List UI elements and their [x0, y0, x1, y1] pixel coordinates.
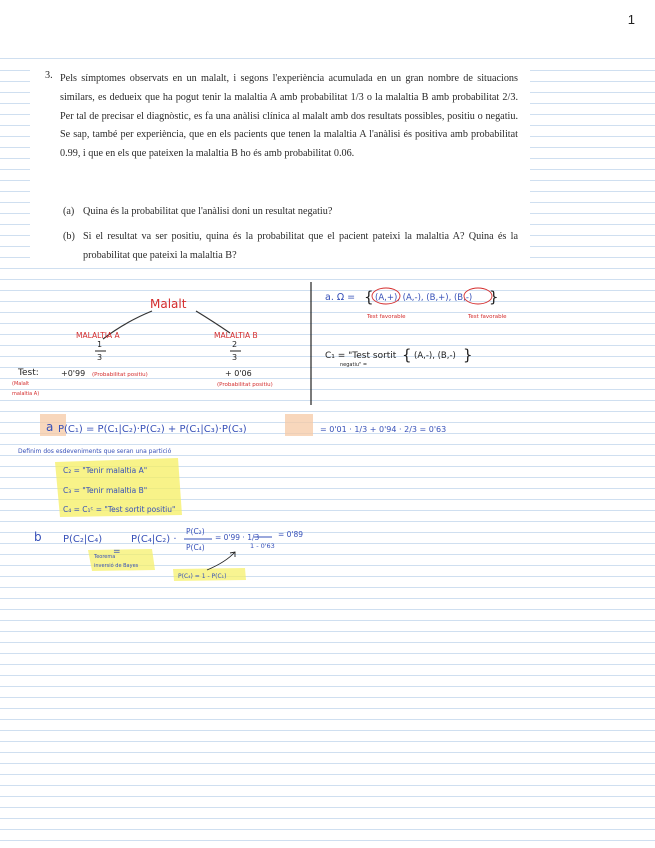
tree-root: Malalt	[150, 297, 187, 311]
part-b-arrow: =	[113, 547, 121, 557]
sample-note-right: Test favorable	[468, 314, 507, 320]
left-test-value: +0'99	[61, 369, 86, 378]
tree-left-label: MALALTIA A	[76, 331, 120, 340]
sample-space-elements: (A,+), (A,-), (B,+), (B,-)	[375, 293, 473, 303]
event-c1-set: (A,-), (B,-)	[414, 351, 456, 361]
problem-statement: 3. Pels símptomes observats en un malalt, i segons l'experiència acumulada en un gran nombre de situacions similars, es dedueix que ha pogut tenir la malaltia A amb probabilitat 1/3 o la malaltia B amb probabilitat 2/3. Per tal de precisar el diagnòstic, es fa una anàlisi clínica al malalt amb dos resultats possibles, positiu o negatiu. Se sap, també per experiència, que en els pacients que tenen la malaltia A l'anàlisi és positiva amb probabilitat 0.99, i que en els que pateixen la malaltia B ho és amb probabilitat 0.06. (a) Quina és la probabilitat que l'anàlisi doni un resultat negatiu? (b) Si el resultat va ser positiu, quina és la probabilitat que el pacient pateixi la malaltia A? Quina és la probabilitat que pateixi la malaltia B?	[30, 70, 530, 265]
bayes-note-1: Teorema	[94, 554, 116, 560]
event-c1-label: C₁ = "Test sortit	[325, 351, 397, 361]
part-b-value-den: 1 - 0'63	[250, 542, 275, 550]
test-note-2: malaltia A)	[12, 391, 40, 397]
part-a-calc: = 0'01 · 1/3 + 0'94 · 2/3 = 0'63	[320, 425, 447, 434]
tree-left-num: 1	[97, 340, 103, 349]
complement-arrow	[207, 552, 235, 570]
part-a-marker: a	[46, 420, 54, 434]
part-b-frac-den: P(C₄)	[186, 543, 205, 552]
tree-branch-right	[196, 311, 230, 333]
definitions-intro: Definim dos esdeveniments que seran una partició	[18, 448, 172, 455]
bayes-note-2: inversió de Bayes	[94, 563, 139, 569]
tree-left-den: 3	[97, 353, 103, 362]
tree-right-label: MALALTIA B	[214, 331, 258, 340]
definition-c3: C₃ = "Tenir malaltia B"	[63, 486, 148, 495]
complement-note: P(C₄) = 1 - P(C₁)	[178, 573, 227, 580]
part-b-frac-num: P(C₂)	[186, 527, 205, 536]
problem-text: Pels símptomes observats en un malalt, i segons l'experiència acumulada en un gran nombre de situacions similars, es dedueix que ha pogut tenir la malaltia A amb probabilitat 1/3 o la malaltia B amb probabilitat 2/3. Per tal de precisar el diagnòstic, es fa una anàlisi clínica al malalt amb dos resultats possibles, positiu o negatiu. Se sap, també per experiència, que en els pacients que tenen la malaltia A l'anàlisi és positiva amb probabilitat 0.99, i que en els que pateixen la malaltia B ho és amb probabilitat 0.06.	[60, 73, 518, 160]
test-note-1: (Malalt	[12, 381, 30, 387]
problem-number: 3.	[45, 70, 53, 81]
left-test-note: (Probabilitat positiu)	[92, 372, 148, 378]
part-b-mid: P(C₄|C₂) ·	[131, 534, 177, 545]
part-b-left: P(C₂|C₄)	[63, 534, 103, 545]
definition-c4: C₄ = C₁ᶜ = "Test sortit positiu"	[63, 505, 176, 514]
brace-open-2: {	[402, 346, 412, 364]
tree-right-den: 3	[232, 353, 238, 362]
part-b-marker: b	[34, 530, 42, 544]
part-b-result: = 0'89	[278, 530, 304, 539]
highlight-orange-b	[285, 414, 313, 436]
tree-right-num: 2	[232, 340, 238, 349]
brace-close-1: }	[489, 288, 499, 306]
right-test-note: (Probabilitat positiu)	[217, 382, 273, 388]
brace-open-1: {	[364, 288, 374, 306]
right-test-value: + 0'06	[225, 369, 252, 378]
brace-close-2: }	[463, 346, 473, 364]
sample-space-label: a. Ω =	[325, 292, 356, 303]
test-label: Test:	[18, 368, 39, 378]
sample-note-left: Test favorable	[367, 314, 406, 320]
definition-c2: C₂ = "Tenir malaltia A"	[63, 466, 148, 475]
part-a-formula: P(C₁) = P(C₁|C₂)·P(C₂) + P(C₁|C₃)·P(C₃)	[58, 424, 247, 435]
page-number: 1	[627, 12, 635, 27]
part-b-value-num: = 0'99 · 1/3	[215, 533, 260, 542]
event-c1-sub: negatiu" =	[340, 362, 368, 368]
